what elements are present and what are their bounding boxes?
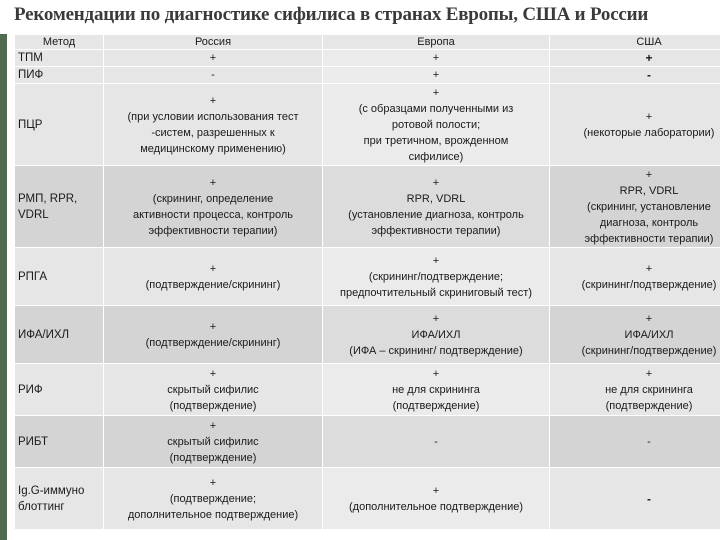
table-row	[15, 416, 720, 468]
europe-cell	[323, 166, 550, 248]
method-cell: РПГА	[15, 248, 104, 306]
cell-line: активности процесса, контроль	[132, 208, 294, 221]
usa-cell	[550, 248, 720, 306]
cell-line: -	[647, 68, 651, 82]
cell-line: (скрининг, установление	[587, 200, 711, 213]
cell-line: RPR, VDRL	[406, 192, 466, 205]
cell-line: +	[432, 86, 440, 99]
cell-line: +	[645, 110, 653, 123]
cell-line: +	[645, 51, 653, 65]
cell-line: +	[645, 168, 653, 181]
cell-line: (скрининг/подтверждение)	[581, 278, 717, 291]
cell-line: -	[434, 435, 438, 448]
cell-line: +	[432, 484, 440, 497]
cell-line: ИФА/ИХЛ	[411, 328, 461, 341]
cell-line: +	[209, 52, 217, 64]
method-cell: ТПМ	[15, 50, 104, 67]
cell-line: ИФА/ИХЛ	[624, 328, 674, 341]
table-row	[15, 84, 720, 166]
cell-line: скрытый сифилис	[167, 383, 259, 396]
page-title: Рекомендации по диагностике сифилиса в странах Европы, США и России	[14, 4, 649, 25]
table-row	[15, 67, 720, 84]
europe-cell	[323, 84, 550, 166]
cell-line: +	[432, 69, 440, 81]
usa-cell	[550, 166, 720, 248]
cell-line: +	[645, 367, 653, 380]
usa-cell	[550, 416, 720, 468]
cell-line: +	[432, 367, 440, 380]
cell-line: +	[209, 419, 217, 432]
method-cell: ИФА/ИХЛ	[15, 306, 104, 364]
usa-cell	[550, 84, 720, 166]
cell-line: при третичном, врожденном	[363, 134, 509, 147]
cell-line: +	[432, 52, 440, 64]
cell-line: (скрининг/подтверждение;	[368, 270, 504, 283]
cell-line: (скрининг, определение	[152, 192, 274, 205]
europe-cell	[323, 364, 550, 416]
cell-line: не для скрининга	[605, 383, 693, 396]
usa-cell	[550, 468, 720, 530]
cell-line: +	[209, 262, 217, 275]
cell-line: (подтверждение/скрининг)	[145, 336, 281, 349]
method-cell: ПЦР	[15, 84, 104, 166]
cell-line: эффективности терапии)	[148, 224, 278, 237]
usa-cell	[550, 364, 720, 416]
cell-line: (ИФА – скрининг/ подтверждение)	[349, 344, 523, 357]
cell-line: (при условии использования тест	[127, 110, 299, 123]
method-cell: РИБТ	[15, 416, 104, 468]
cell-line: сифилисе)	[408, 150, 464, 163]
table-row	[15, 50, 720, 67]
cell-line: -	[647, 491, 651, 506]
cell-line: -систем, разрешенных к	[151, 126, 275, 139]
table-row	[15, 364, 720, 416]
cell-line: (подтверждение)	[169, 399, 257, 412]
table-row	[15, 468, 720, 530]
cell-line: -	[647, 435, 651, 448]
cell-line: (подтверждение)	[169, 451, 257, 464]
cell-line: диагноза, контроль	[599, 216, 699, 229]
cell-line: не для скрининга	[392, 383, 480, 396]
method-cell: Ig.G-иммуно блоттинг	[15, 468, 104, 530]
table-row	[15, 166, 720, 248]
table-header-row	[15, 35, 720, 50]
cell-line: (подтверждение/скрининг)	[145, 278, 281, 291]
usa-cell	[550, 67, 720, 84]
russia-cell	[104, 84, 323, 166]
russia-cell	[104, 364, 323, 416]
cell-line: +	[209, 94, 217, 107]
cell-line: +	[209, 176, 217, 189]
usa-cell	[550, 50, 720, 67]
cell-line: предпочтительный скриниговый тест)	[340, 286, 532, 299]
method-cell: РИФ	[15, 364, 104, 416]
russia-cell	[104, 166, 323, 248]
europe-cell	[323, 306, 550, 364]
russia-cell	[104, 468, 323, 530]
header-usa: США	[550, 35, 720, 50]
russia-cell	[104, 248, 323, 306]
diagnostics-table	[14, 34, 720, 530]
cell-line: (установление диагноза, контроль	[348, 208, 524, 221]
cell-line: эффективности терапии)	[371, 224, 501, 237]
cell-line: +	[209, 476, 217, 489]
decorative-side-bar	[0, 34, 7, 540]
cell-line: (с образцами полученными из	[358, 102, 514, 115]
header-europe: Европа	[323, 35, 550, 50]
europe-cell	[323, 50, 550, 67]
cell-line: (некоторые лаборатории)	[583, 126, 715, 139]
russia-cell	[104, 306, 323, 364]
cell-line: -	[211, 69, 215, 81]
cell-line: +	[645, 312, 653, 325]
cell-line: (подтверждение;	[169, 492, 257, 505]
method-cell: РМП, RPR, VDRL	[15, 166, 104, 248]
cell-line: +	[432, 312, 440, 325]
europe-cell	[323, 416, 550, 468]
cell-line: +	[645, 262, 653, 275]
europe-cell	[323, 248, 550, 306]
method-cell: ПИФ	[15, 67, 104, 84]
russia-cell	[104, 67, 323, 84]
cell-line: RPR, VDRL	[619, 184, 679, 197]
cell-line: (скрининг/подтверждение)	[581, 344, 717, 357]
table-row	[15, 248, 720, 306]
table-row	[15, 306, 720, 364]
cell-line: (дополнительное подтверждение)	[349, 500, 523, 513]
cell-line: скрытый сифилис	[167, 435, 259, 448]
header-russia: Россия	[104, 35, 323, 50]
header-method: Метод	[15, 35, 104, 50]
cell-line: +	[432, 176, 440, 189]
cell-line: эффективности терапии)	[584, 232, 714, 245]
cell-line: ротовой полости;	[391, 118, 481, 131]
cell-line: медицинскому применению)	[140, 142, 286, 155]
europe-cell	[323, 67, 550, 84]
usa-cell	[550, 306, 720, 364]
cell-line: (подтверждение)	[392, 399, 480, 412]
cell-line: (подтверждение)	[605, 399, 693, 412]
cell-line: +	[432, 254, 440, 267]
russia-cell	[104, 416, 323, 468]
europe-cell	[323, 468, 550, 530]
russia-cell	[104, 50, 323, 67]
cell-line: дополнительное подтверждение)	[127, 508, 299, 521]
cell-line: +	[209, 320, 217, 333]
cell-line: +	[209, 367, 217, 380]
